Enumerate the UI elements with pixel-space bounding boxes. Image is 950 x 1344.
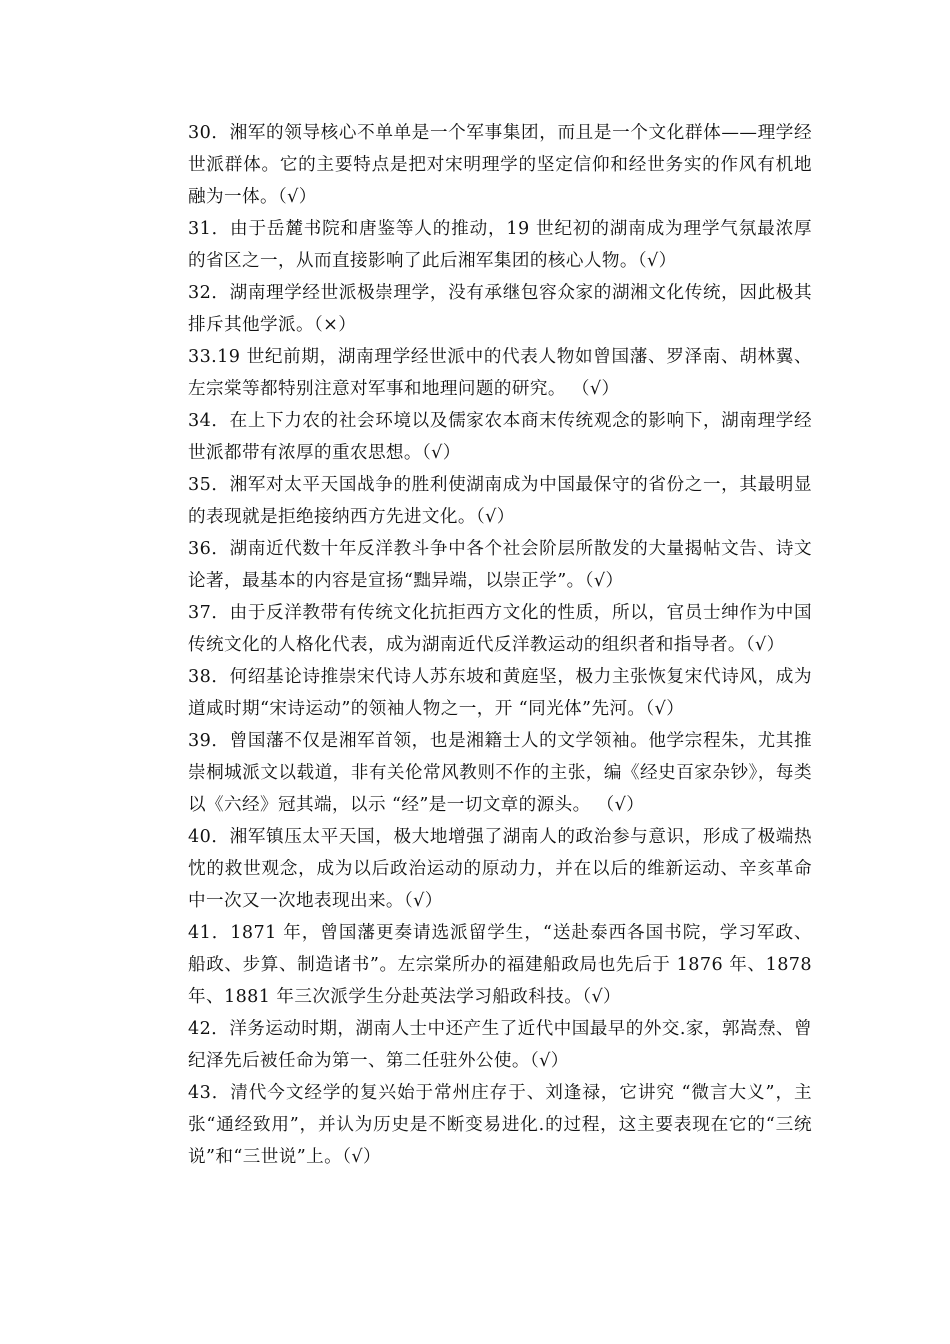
question-35: 35．湘军对太平天国战争的胜利使湖南成为中国最保守的省份之一，其最明显的表现就是拒绝接纳西方先进文化。（√） [188,475,812,527]
question-42: 42．洋务运动时期，湖南人士中还产生了近代中国最早的外交.家，郭嵩焘、曾纪泽先后被任命为第一、第二任驻外公使。（√） [188,1019,812,1071]
question-34: 34．在上下力农的社会环境以及儒家农本商末传统观念的影响下，湖南理学经世派都带有浓厚的重农思想。（√） [188,411,812,463]
question-37: 37．由于反洋教带有传统文化抗拒西方文化的性质，所以，官员士绅作为中国传统文化的人格化代表，成为湖南近代反洋教运动的组织者和指导者。（√） [188,603,812,655]
question-40: 40．湘军镇压太平天国，极大地增强了湖南人的政治参与意识，形成了极端热忱的救世观念，成为以后政治运动的原动力，并在以后的维新运动、辛亥革命中一次又一次地表现出来。（√） [188,827,812,911]
question-38: 38．何绍基论诗推崇宋代诗人苏东坡和黄庭坚，极力主张恢复宋代诗风，成为道咸时期“宋诗运动”的领袖人物之一，开 “同光体”先河。（√） [188,667,812,719]
document-page [188,117,812,1173]
question-31: 31．由于岳麓书院和唐鉴等人的推动，19 世纪初的湖南成为理学气氛最浓厚的省区之一，从而直接影响了此后湘军集团的核心人物。（√） [188,219,812,271]
question-41: 41．1871 年，曾国藩更奏请选派留学生，“送赴泰西各国书院，学习军政、船政、步算、制造诸书”。左宗棠所办的福建船政局也先后于 1876 年、1878 年、1881 年三次派学生分赴英法学习船政科技。（√） [188,923,812,1007]
question-43: 43．清代今文经学的复兴始于常州庄存于、刘逢禄，它讲究 “微言大义”，主张“通经致用”，并认为历史是不断变易进化.的过程，这主要表现在它的“三统说”和“三世说”上。（√） [188,1083,812,1167]
question-30: 30．湘军的领导核心不单单是一个军事集团，而且是一个文化群体——理学经世派群体。它的主要特点是把对宋明理学的坚定信仰和经世务实的作风有机地融为一体。（√） [188,123,812,207]
question-32: 32．湖南理学经世派极崇理学，没有承继包容众家的湖湘文化传统，因此极其排斥其他学派。（×） [188,283,812,335]
question-36: 36．湖南近代数十年反洋教斗争中各个社会阶层所散发的大量揭帖文告、诗文论著，最基本的内容是宣扬“黜异端，以崇正学”。（√） [188,539,812,591]
question-39: 39．曾国藩不仅是湘军首领，也是湘籍士人的文学领袖。他学宗程朱，尤其推崇桐城派文以载道，非有关伦常风教则不作的主张，编《经史百家杂钞》，每类以《六经》冠其端，以示 “经”是一切文章的源头。 （√） [188,731,812,815]
question-33: 33.19 世纪前期，湖南理学经世派中的代表人物如曾国藩、罗泽南、胡林翼、左宗棠等都特别注意对军事和地理问题的研究。 （√） [188,347,812,399]
